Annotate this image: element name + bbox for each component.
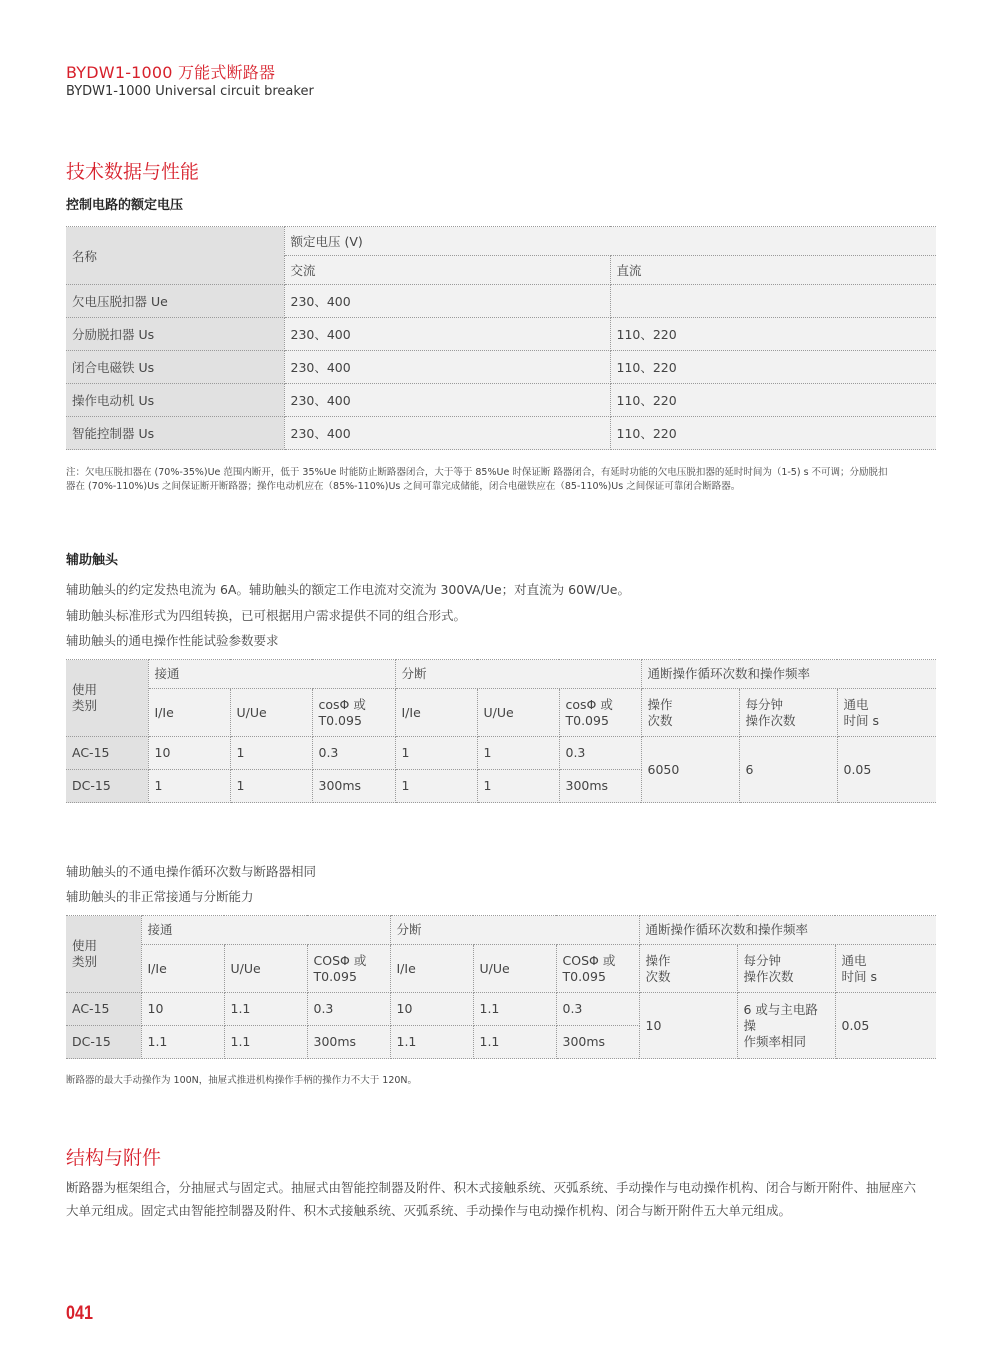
cell-make-u: 1.1 <box>224 1026 307 1059</box>
cell-make-i: 10 <box>148 737 230 770</box>
cell-make-i: 1 <box>148 770 230 803</box>
cell-dc: 110、220 <box>610 417 936 450</box>
header-ops: 操作 次数 <box>639 945 737 993</box>
cell-make-i: 1.1 <box>141 1026 224 1059</box>
manual-force-note: 断路器的最大手动操作为 100N，抽屉式推进机构操作手柄的操作力不大于 120N。 <box>66 1075 418 1086</box>
table-subheader-row <box>66 689 936 737</box>
cell-break-u: 1 <box>477 770 559 803</box>
cell-ac: 230、400 <box>284 285 610 318</box>
cell-name: 闭合电磁铁 Us <box>66 351 284 384</box>
header-time: 通电 时间 s <box>837 689 936 737</box>
subtitle-aux-contacts: 辅助触头 <box>66 553 119 568</box>
product-title-cn: BYDW1-1000 万能式断路器 <box>66 63 276 82</box>
cell-ac: 230、400 <box>284 351 610 384</box>
cell-break-cos: 300ms <box>556 1026 639 1059</box>
cell-ac: 230、400 <box>284 318 610 351</box>
cell-dc: 110、220 <box>610 318 936 351</box>
header-make-u: U/Ue <box>224 945 307 993</box>
table-row <box>66 318 936 351</box>
cell-name: 智能控制器 Us <box>66 417 284 450</box>
paragraph-line: 断路器为框架组合，分抽屉式与固定式。抽屉式由智能控制器及附件、积木式接触系统、灭弧系统、手动操作与电动操作机构、闭合与断开附件、抽屉座六 <box>66 1180 917 1195</box>
cell-break-i: 1.1 <box>390 1026 473 1059</box>
table-header-row <box>66 227 936 256</box>
cell-category: DC-15 <box>66 1026 141 1059</box>
header-ops: 操作 次数 <box>641 689 739 737</box>
cell-dc <box>610 285 936 318</box>
header-cycle: 通断操作循环次数和操作频率 <box>641 660 936 689</box>
header-break: 分断 <box>395 660 641 689</box>
voltage-note <box>66 466 946 494</box>
cell-dc: 110、220 <box>610 384 936 417</box>
table-row <box>66 285 936 318</box>
header-per-min: 每分钟 操作次数 <box>737 945 835 993</box>
table-subheader-row <box>66 945 936 993</box>
cell-break-u: 1.1 <box>473 993 556 1026</box>
structure-paragraph <box>66 1176 946 1222</box>
header-break-i: I/Ie <box>395 689 477 737</box>
subtitle-control-voltage: 控制电路的额定电压 <box>66 198 184 213</box>
table-header-row <box>66 660 936 689</box>
header-make-i: I/Ie <box>148 689 230 737</box>
header-rated-voltage: 额定电压 (V) <box>284 227 936 256</box>
table-row <box>66 993 936 1026</box>
header-make-cos: cosΦ 或 T0.095 <box>312 689 395 737</box>
aux-abnormal-table <box>66 915 936 1059</box>
cell-name: 分励脱扣器 Us <box>66 318 284 351</box>
cell-break-cos: 0.3 <box>559 737 641 770</box>
header-time: 通电 时间 s <box>835 945 936 993</box>
aux-para-4: 辅助触头的不通电操作循环次数与断路器相同 <box>66 864 317 879</box>
header-per-min: 每分钟 操作次数 <box>739 689 837 737</box>
cell-break-i: 1 <box>395 770 477 803</box>
header-category: 使用 类别 <box>66 660 148 737</box>
cell-break-u: 1.1 <box>473 1026 556 1059</box>
cell-category: AC-15 <box>66 737 148 770</box>
table-header-row <box>66 916 936 945</box>
aux-performance-table <box>66 659 936 803</box>
cell-ac: 230、400 <box>284 417 610 450</box>
aux-para-3: 辅助触头的通电操作性能试验参数要求 <box>66 633 279 648</box>
cell-make-cos: 300ms <box>307 1026 390 1059</box>
cell-break-cos: 0.3 <box>556 993 639 1026</box>
header-ac: 交流 <box>284 256 610 285</box>
cell-make-i: 10 <box>141 993 224 1026</box>
cell-time: 0.05 <box>835 993 936 1059</box>
table-row <box>66 384 936 417</box>
cell-make-u: 1 <box>230 770 312 803</box>
aux-para-2: 辅助触头标准形式为四组转换，已可根据用户需求提供不同的组合形式。 <box>66 608 467 623</box>
product-title-en: BYDW1-1000 Universal circuit breaker <box>66 84 314 99</box>
note-line: 注：欠电压脱扣器在 (70%-35%)Ue 范围内断开，低于 35%Ue 时能防止断路器闭合，大于等于 85%Ue 时保证断 路器闭合，有延时功能的欠电压脱扣器的延时时间为（1-5) s 不可调；分励脱扣 <box>66 467 888 478</box>
table-row <box>66 737 936 770</box>
cell-make-u: 1.1 <box>224 993 307 1026</box>
header-dc: 直流 <box>610 256 936 285</box>
cell-dc: 110、220 <box>610 351 936 384</box>
header-make-i: I/Ie <box>141 945 224 993</box>
aux-para-1: 辅助触头的约定发热电流为 6A。辅助触头的额定工作电流对交流为 300VA/Ue；对直流为 60W/Ue。 <box>66 582 630 597</box>
header-category: 使用 类别 <box>66 916 141 993</box>
header-break: 分断 <box>390 916 639 945</box>
table-row <box>66 417 936 450</box>
cell-break-u: 1 <box>477 737 559 770</box>
table-row <box>66 351 936 384</box>
header-make: 接通 <box>148 660 395 689</box>
cell-make-cos: 300ms <box>312 770 395 803</box>
page-number: 041 <box>66 1303 93 1324</box>
cell-name: 欠电压脱扣器 Ue <box>66 285 284 318</box>
cell-category: AC-15 <box>66 993 141 1026</box>
header-break-u: U/Ue <box>477 689 559 737</box>
cell-break-i: 1 <box>395 737 477 770</box>
cell-make-cos: 0.3 <box>312 737 395 770</box>
section-title-structure: 结构与附件 <box>66 1147 162 1169</box>
cell-ops: 10 <box>639 993 737 1059</box>
cell-name: 操作电动机 Us <box>66 384 284 417</box>
header-cycle: 通断操作循环次数和操作频率 <box>639 916 936 945</box>
header-break-u: U/Ue <box>473 945 556 993</box>
paragraph-line: 大单元组成。固定式由智能控制器及附件、积木式接触系统、灭弧系统、手动操作与电动操作机构、闭合与断开附件五大单元组成。 <box>66 1203 792 1218</box>
header-break-cos: cosΦ 或 T0.095 <box>559 689 641 737</box>
control-voltage-table <box>66 226 936 450</box>
section-title-tech-data: 技术数据与性能 <box>66 161 200 183</box>
cell-per-min: 6 <box>739 737 837 803</box>
cell-make-u: 1 <box>230 737 312 770</box>
cell-ops: 6050 <box>641 737 739 803</box>
cell-time: 0.05 <box>837 737 936 803</box>
cell-per-min: 6 或与主电路操 作频率相同 <box>737 993 835 1059</box>
cell-break-i: 10 <box>390 993 473 1026</box>
header-break-i: I/Ie <box>390 945 473 993</box>
note-line: 器在 (70%-110%)Us 之间保证断开断路器；操作电动机应在（85%-110%)Us 之间可靠完成储能，闭合电磁铁应在（85-110%)Us 之间保证可靠闭合断路器。 <box>66 481 741 492</box>
cell-category: DC-15 <box>66 770 148 803</box>
header-make: 接通 <box>141 916 390 945</box>
header-make-cos: COSΦ 或 T0.095 <box>307 945 390 993</box>
cell-break-cos: 300ms <box>559 770 641 803</box>
aux-para-5: 辅助触头的非正常接通与分断能力 <box>66 889 254 904</box>
header-name: 名称 <box>66 227 284 285</box>
cell-make-cos: 0.3 <box>307 993 390 1026</box>
cell-ac: 230、400 <box>284 384 610 417</box>
header-make-u: U/Ue <box>230 689 312 737</box>
header-break-cos: COSΦ 或 T0.095 <box>556 945 639 993</box>
